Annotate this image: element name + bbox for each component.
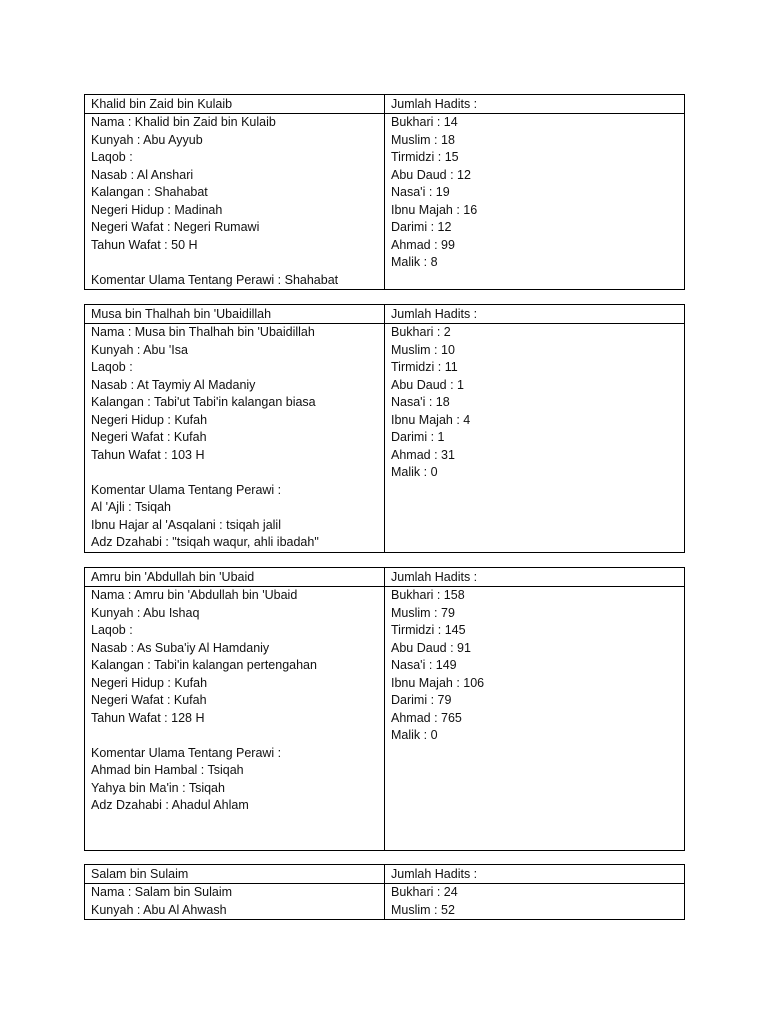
count-line: Muslim : 52 [391, 902, 455, 917]
hadith-count-header: Jumlah Hadits : [391, 97, 478, 111]
narrator-table-4 [84, 864, 685, 920]
bio-line: Kalangan : Shahabat [91, 185, 208, 199]
bio-line: Adz Dzahabi : Ahadul Ahlam [91, 798, 249, 812]
bio-line: Ahmad bin Hambal : Tsiqah [91, 763, 244, 777]
bio-line: Kunyah : Abu 'Isa [91, 342, 188, 357]
count-line: Abu Daud : 91 [391, 640, 471, 655]
table-header [85, 568, 684, 587]
hadith-count-header: Jumlah Hadits : [391, 867, 478, 881]
count-line: Ahmad : 765 [391, 710, 462, 725]
bio-line: Nasab : As Suba'iy Al Hamdaniy [91, 640, 270, 655]
hadith-count-column [385, 884, 684, 919]
narrator-title: Amru bin 'Abdullah bin 'Ubaid [91, 570, 255, 584]
table-body [85, 324, 684, 552]
bio-line: Negeri Wafat : Kufah [91, 430, 207, 444]
bio-line: Tahun Wafat : 103 H [91, 447, 205, 462]
bio-line: Nama : Khalid bin Zaid bin Kulaib [91, 115, 276, 129]
count-line: Tirmidzi : 11 [391, 360, 458, 374]
count-line: Nasa'i : 19 [391, 185, 450, 199]
bio-line: Negeri Hidup : Kufah [91, 675, 208, 690]
bio-line: Negeri Hidup : Kufah [91, 412, 208, 427]
biography-column [85, 884, 385, 919]
bio-line: Tahun Wafat : 128 H [91, 710, 205, 725]
biography-column [85, 587, 385, 850]
count-line: Malik : 0 [391, 465, 438, 479]
bio-line: Ibnu Hajar al 'Asqalani : tsiqah jalil [91, 517, 281, 532]
bio-line: Nasab : Al Anshari [91, 167, 194, 182]
bio-line: Komentar Ulama Tentang Perawi : Shahabat [91, 272, 339, 287]
bio-line [91, 254, 378, 272]
count-line: Tirmidzi : 145 [391, 623, 466, 637]
bio-line: Komentar Ulama Tentang Perawi : [91, 745, 282, 760]
bio-line: Nama : Amru bin 'Abdullah bin 'Ubaid [91, 588, 298, 602]
bio-line: Kunyah : Abu Al Ahwash [91, 902, 227, 917]
bio-line [91, 464, 378, 482]
count-line: Abu Daud : 1 [391, 377, 464, 392]
bio-line: Komentar Ulama Tentang Perawi : [91, 482, 282, 497]
table-body [85, 587, 684, 850]
hadith-count-column [385, 324, 684, 552]
table-body [85, 884, 684, 919]
count-line: Darimi : 12 [391, 220, 452, 234]
bio-line: Laqob : [91, 360, 133, 374]
bio-line [91, 832, 378, 850]
bio-line: Nasab : At Taymiy Al Madaniy [91, 377, 256, 392]
bio-line: Negeri Wafat : Kufah [91, 693, 207, 707]
count-line: Bukhari : 2 [391, 325, 451, 339]
count-line: Bukhari : 24 [391, 885, 458, 899]
table-header [85, 305, 684, 324]
bio-line [91, 727, 378, 745]
narrator-table-2 [84, 304, 685, 553]
bio-line: Nama : Musa bin Thalhah bin 'Ubaidillah [91, 325, 315, 339]
count-line: Ahmad : 31 [391, 447, 455, 462]
count-line: Muslim : 10 [391, 342, 455, 357]
bio-line [91, 815, 378, 833]
narrator-table-3 [84, 567, 685, 851]
count-line: Darimi : 79 [391, 693, 452, 707]
count-line: Malik : 8 [391, 255, 438, 269]
bio-line: Laqob : [91, 623, 133, 637]
narrator-title: Salam bin Sulaim [91, 867, 189, 881]
bio-line: Kalangan : Tabi'in kalangan pertengahan [91, 658, 317, 672]
count-line: Ibnu Majah : 106 [391, 675, 485, 690]
biography-column [85, 114, 385, 289]
hadith-count-header: Jumlah Hadits : [391, 570, 478, 584]
count-line: Ibnu Majah : 16 [391, 202, 478, 217]
table-header [85, 865, 684, 884]
narrator-table-1 [84, 94, 685, 290]
count-line: Ibnu Majah : 4 [391, 412, 471, 427]
hadith-count-header: Jumlah Hadits : [391, 307, 478, 321]
bio-line: Tahun Wafat : 50 H [91, 237, 198, 252]
bio-line: Kunyah : Abu Ishaq [91, 605, 200, 620]
count-line: Bukhari : 158 [391, 588, 465, 602]
narrator-title: Khalid bin Zaid bin Kulaib [91, 97, 233, 111]
table-body [85, 114, 684, 289]
bio-line: Nama : Salam bin Sulaim [91, 885, 233, 899]
count-line: Darimi : 1 [391, 430, 445, 444]
count-line: Nasa'i : 18 [391, 395, 450, 409]
count-line: Nasa'i : 149 [391, 658, 457, 672]
count-line: Abu Daud : 12 [391, 167, 471, 182]
bio-line: Kalangan : Tabi'ut Tabi'in kalangan biasa [91, 395, 316, 409]
count-line: Bukhari : 14 [391, 115, 458, 129]
count-line: Tirmidzi : 15 [391, 150, 459, 164]
bio-line: Al 'Ajli : Tsiqah [91, 500, 171, 514]
count-line: Muslim : 79 [391, 605, 455, 620]
bio-line: Negeri Wafat : Negeri Rumawi [91, 220, 260, 234]
bio-line: Kunyah : Abu Ayyub [91, 132, 203, 147]
hadith-count-column [385, 587, 684, 850]
hadith-count-column [385, 114, 684, 289]
count-line: Malik : 0 [391, 728, 438, 742]
bio-line: Adz Dzahabi : "tsiqah waqur, ahli ibadah" [91, 535, 319, 549]
table-header [85, 95, 684, 114]
narrator-title: Musa bin Thalhah bin 'Ubaidillah [91, 307, 272, 321]
count-line: Ahmad : 99 [391, 237, 455, 252]
biography-column [85, 324, 385, 552]
count-line: Muslim : 18 [391, 132, 455, 147]
bio-line: Laqob : [91, 150, 133, 164]
bio-line: Yahya bin Ma'in : Tsiqah [91, 780, 225, 795]
bio-line: Negeri Hidup : Madinah [91, 202, 223, 217]
